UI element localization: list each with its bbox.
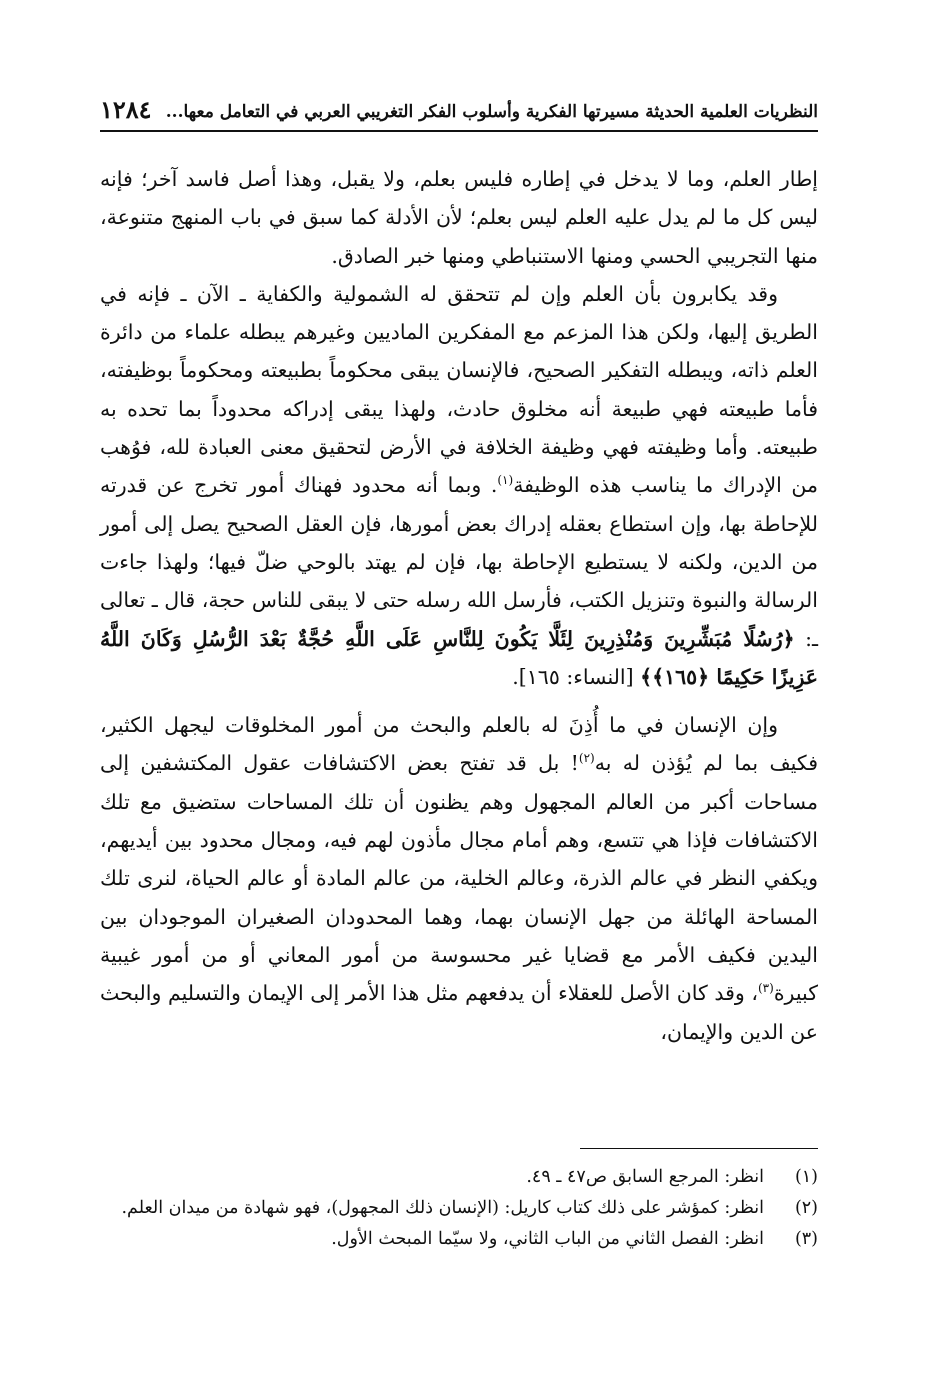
- paragraph-3-text-c: ، وقد كان الأصل للعقلاء أن يدفعهم مثل هذا الأمر إلى الإيمان والتسليم والبحث عن الدين والإيمان،: [100, 981, 818, 1044]
- footnote-2: [100, 1193, 818, 1224]
- footnote-number: (٣): [794, 1229, 818, 1249]
- footnote-3: [100, 1224, 818, 1255]
- footnote-ref-3[interactable]: (٣): [757, 981, 774, 996]
- quran-verse: ﴿رُسُلًا مُبَشِّرِينَ وَمُنْذِرِينَ لِئَلَّا يَكُونَ لِلنَّاسِ عَلَى اللَّهِ حُجَّةٌ بَعْدَ الرُّسُلِ وَكَانَ اللَّهُ عَزِيزًا حَكِيمًا ﴿١٦٥﴾﴾: [100, 626, 818, 689]
- paragraph-2-text-a: وقد يكابرون بأن العلم وإن لم تتحقق له الشمولية والكفاية ـ الآن ـ فإنه في الطريق إليها، ولكن هذا المزعم مع المفكرين الماديين وغيرهم يبطله علماء من دائرة العلم ذاته، ويبطله التفكير الصحيح، فالإنسان يبقى محكوماً بطبيعته ومحكوماً بوظيفته، فأما طبيعته فهي طبيعة أنه مخلوق حادث، ولهذا يبقى إدراكه محدوداً بما تحده به طبيعته. وأما وظيفته فهي وظيفة الخلافة في الأرض لتحقيق معنى العبادة لله، فوُهب من الإدراك ما يناسب هذه الوظيفة: [100, 281, 818, 498]
- page-header: [100, 90, 818, 132]
- footnote-text: انظر: كمؤشر على ذلك كتاب كاريل: (الإنسان ذلك المجهول)، فهو شهادة من ميدان العلم.: [121, 1198, 764, 1218]
- running-title: النظريات العلمية الحديثة مسيرتها الفكرية وأسلوب الفكر التغريبي العربي في التعامل معها...: [165, 102, 818, 122]
- footnote-separator: [580, 1148, 818, 1149]
- footnotes: [100, 1162, 818, 1255]
- footnote-text: انظر: الفصل الثاني من الباب الثاني، ولا سيّما المبحث الأول.: [331, 1229, 764, 1249]
- footnote-1: [100, 1162, 818, 1193]
- paragraph-1-text: إطار العلم، وما لا يدخل في إطاره فليس بعلم، ولا يقبل، وهذا أصل فاسد آخر؛ فإنه ليس كل ما لم يدل عليه العلم ليس بعلم؛ لأن الأدلة كما سبق في باب المنهج متنوعة، منها التجريبي الحسي ومنها الاستنباطي ومنها خبر الصادق.: [100, 167, 818, 268]
- verse-reference: [النساء: ١٦٥].: [512, 664, 641, 689]
- footnote-ref-1[interactable]: (١): [497, 473, 514, 488]
- footnote-ref-2[interactable]: (٢): [578, 751, 595, 766]
- body-text: [100, 160, 818, 1051]
- footnote-text: انظر: المرجع السابق ص٤٧ ـ ٤٩.: [526, 1167, 764, 1187]
- paragraph-3-text-b: ! بل قد تفتح بعض الاكتشافات عقول المكتشفين إلى مساحات أكبر من العالم المجهول وهم يظنون أن تلك المساحات ستضيق مع تلك الاكتشافات فإذا هي تتسع، وهم أمام مجال مأذون لهم فيه، ومجال محدود بين أيديهم، ويكفي النظر في عالم الذرة، وعالم الخلية، من عالم المادة أو عالم الحياة، لنرى تلك المساحة الهائلة من جهل الإنسان بهما، وهما المحدودان الصغيران الموجودان بين اليدين فكيف الأمر مع قضايا غير محسوسة من أمور المعاني أو من أمور غيبية كبيرة: [100, 751, 818, 1006]
- footnote-number: (٢): [794, 1198, 818, 1218]
- paragraph-2-text-b: . وبما أنه محدود فهناك أمور تخرج عن قدرته للإحاطة بها، وإن استطاع بعقله إدراك بعض أمورها، فإن العقل الصحيح يصل إلى أمور من الدين، ولكنه لا يستطيع الإحاطة بها، فإن لم يهتد بالوحي ضلّ فيها؛ ولهذا جاءت الرسالة والنبوة وتنزيل الكتب، فأرسل الله رسله حتى لا يبقى للناس حجة، قال ـ تعالى ـ:: [100, 473, 818, 651]
- paragraph-3-text-a: وإن الإنسان في ما أُذِنَ له بالعلم والبحث من أمور المخلوقات ليجهل الكثير، فكيف بما لم يُؤذن له به: [100, 713, 818, 776]
- page-number: ١٢٨٤: [100, 95, 152, 124]
- footnote-number: (١): [794, 1167, 818, 1187]
- paragraph-1: [100, 160, 818, 275]
- paragraph-3: [100, 706, 818, 1051]
- paragraph-2: [100, 275, 818, 696]
